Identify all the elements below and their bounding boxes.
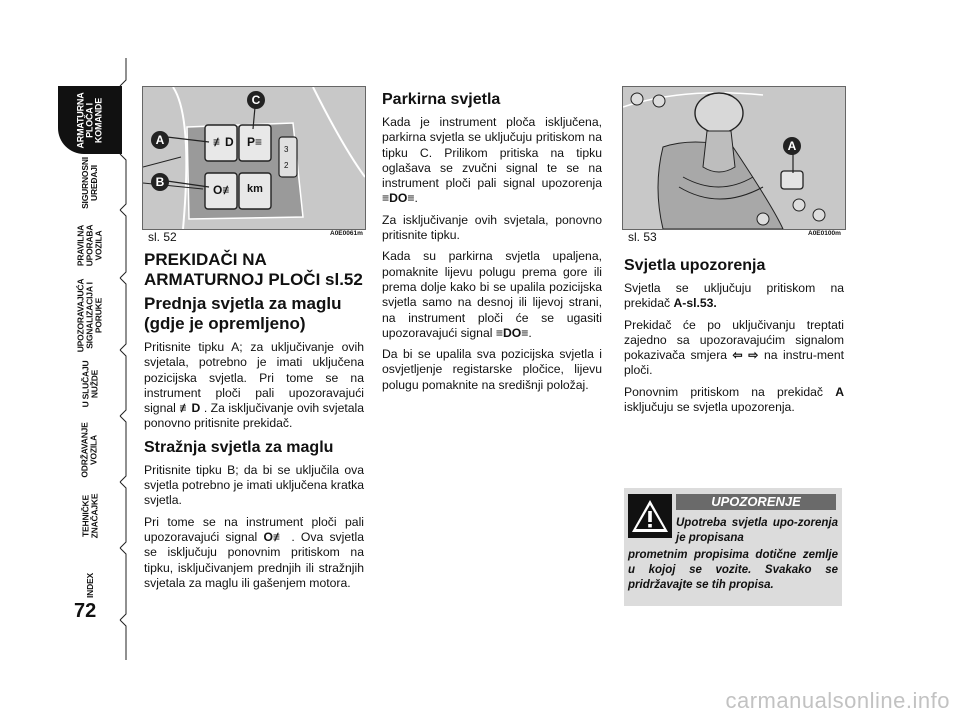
warning-box — [624, 488, 842, 606]
front-fog-light-icon: ≢D — [213, 135, 234, 149]
rear-fog-light-icon: O≢ — [213, 183, 235, 197]
parking-light-icon: ≡DO≡ — [495, 325, 529, 340]
figure-52-caption: sl. 52 — [148, 230, 177, 244]
button-2-label: 2 — [284, 161, 289, 170]
callout-c: C — [247, 91, 265, 109]
tab-tehnicke-znacajke[interactable]: TEHNIČKE ZNAČAJKE — [80, 493, 99, 539]
section-title: PREKIDAČI NA ARMATURNOJ PLOČI sl.52 — [144, 250, 363, 289]
right-column — [624, 256, 844, 421]
parking-paragraph-1: Kada je instrument ploča isključena, parkirna svjetla se uključuju pritiskom na tipku C. Prilikom pritiska na tipku oglašava se zvučni signal te se na instrument ploči pali signal upozorenja ≡DO≡. — [382, 115, 602, 206]
figure-53-caption: sl. 53 — [628, 230, 657, 244]
tab-upozoravajuca-signalizacija[interactable]: UPOZORAVAJUĆA SIGNALIZACIJA I PORUKE — [75, 278, 104, 352]
warning-triangle-icon — [628, 494, 672, 538]
parking-lights-heading: Parkirna svjetla — [382, 91, 501, 108]
left-column — [144, 250, 364, 597]
tab-u-slucaju-nuzde[interactable]: U SLUČAJU NUŽDE — [80, 360, 99, 408]
hazard-lights-heading: Svjetla upozorenja — [624, 257, 766, 274]
tab-odrzavanje-vozila[interactable]: ODRŽAVANJE VOZILA — [80, 422, 99, 478]
tab-sigurnosni-uredaji[interactable]: SIGURNOSNI UREĐAJI — [80, 157, 99, 209]
button-3-label: 3 — [284, 145, 289, 154]
figure-53-code: A0E0100m — [808, 230, 841, 237]
fog-rear-paragraph-2: Pri tome se na instrument ploči pali upozoravajući signal O≢ . Ova svjetla se isključuju ponovnim pritiskom na tipku, isključivanjem prednjih ili stražnjih svjetala za maglu ili gašenjem motora. — [144, 514, 365, 590]
parking-paragraph-3: Kada su parkirna svjetla upaljena, pomaknite lijevu polugu prema gore ili prema dolje kako bi se upalila pozicijska svjetla samo na desnoj ili lijevoj strani, na instrument ploči će se ugasiti upozoravajući signal ≡DO≡. — [382, 249, 602, 340]
tab-armaturna-ploca[interactable]: ARMATURNA PLOČA I KOMANDE — [58, 86, 122, 154]
hazard-paragraph-3: Ponovnim pritiskom na prekidač A isključuju se svjetla upozorenja. — [624, 384, 844, 415]
parking-paragraph-2: Za isključivanje ovih svjetala, ponovno pritisnite tipku. — [382, 212, 602, 243]
callout-a: A — [783, 137, 801, 155]
fog-rear-paragraph-1: Pritisnite tipku B; da bi se uključila ova svjetla potrebno je imati uključena kratka svjetla. — [144, 462, 364, 508]
turn-signal-left-icon: ⇦ — [732, 348, 743, 363]
fog-front-heading: Prednja svjetla za maglu (gdje je opremljeno) — [144, 294, 342, 333]
warning-text-2: prometnim propisima dotične zemlje u kojoj se vozite. Svakako se pridržavajte se tih propisa. — [628, 549, 838, 591]
tab-pravilna-uporaba[interactable]: PRAVILNA UPORABA VOZILA — [75, 224, 104, 266]
watermark: carmanualsonline.info — [725, 688, 950, 713]
page-number: 72 — [74, 600, 97, 622]
callout-b: B — [151, 173, 169, 191]
parking-paragraph-4: Da bi se upalila sva pozicijska svjetla i osvjetljenje registarske pločice, lijevu polugu pomaknite na središnji položaj. — [382, 347, 602, 392]
parking-light-icon: ≡DO≡ — [382, 191, 415, 206]
fog-rear-heading: Stražnja svjetla za maglu — [144, 438, 334, 456]
tab-index[interactable]: INDEX — [84, 572, 95, 598]
figure-53-drawing — [623, 87, 845, 229]
fog-front-paragraph: Pritisnite tipku A; za uključivanje ovih svjetala, potrebno je imati uključena pozicijska svjetla. Pri tome se na instrument ploči pali upozoravajući signal ≢D . Za isključivanje ovih svjetala ponovno pritisnite prekidač. — [144, 340, 365, 431]
warning-title: UPOZORENJE — [676, 494, 836, 510]
hazard-paragraph-2: Prekidač će po uključivanju treptati zajedno sa upozoravajućim signalom pokazivača smjera ⇦ ⇨ na instru-ment ploči. — [624, 317, 844, 378]
rear-fog-light-icon: O≢ — [263, 529, 286, 544]
warning-text-1: Upotreba svjetla upo-zorenja je propisana — [676, 517, 838, 544]
side-nav — [0, 0, 130, 720]
figure-53-gear-console — [622, 86, 846, 230]
km-button-label: km — [247, 183, 263, 195]
front-fog-light-icon: ≢D — [179, 401, 201, 416]
parking-light-icon: P≡ — [247, 135, 263, 149]
figure-52-code: A0E0061m — [330, 230, 363, 237]
turn-signal-right-icon: ⇨ — [748, 348, 759, 363]
middle-column — [382, 90, 602, 399]
callout-a: A — [151, 131, 169, 149]
hazard-paragraph-1: Svjetla se uključuju pritiskom na prekidač A-sl.53. — [624, 281, 844, 311]
figure-52-dashboard-switches — [142, 86, 366, 230]
